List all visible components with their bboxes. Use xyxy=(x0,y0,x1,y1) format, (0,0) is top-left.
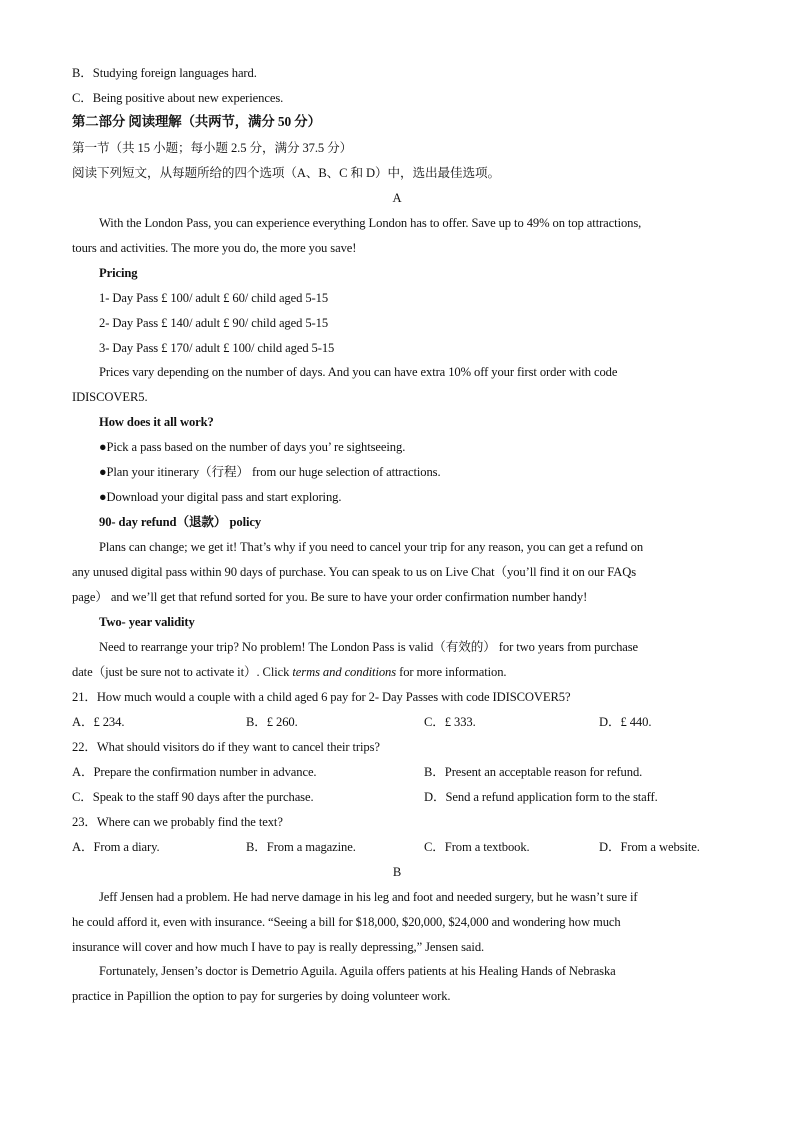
price-line-2: 2- Day Pass £ 140/ adult £ 90/ child aged 5-15 xyxy=(99,316,329,330)
passage-b-p2-line2: practice in Papillion the option to pay for surgeries by doing volunteer work. xyxy=(72,989,451,1003)
validity-line1: Need to rearrange your trip? No problem! The London Pass is valid（有效的） for two years from purchase xyxy=(99,640,639,654)
question-23: 23．Where can we probably find the text? xyxy=(72,815,283,829)
passage-b-label: B xyxy=(392,865,402,879)
q21-option-a: A．£ 234. xyxy=(72,715,125,729)
how-step-3: ●Download your digital pass and start exploring. xyxy=(99,490,342,504)
how-step-1: ●Pick a pass based on the number of days you’ re sightseeing. xyxy=(99,440,406,454)
validity-text-end: for more information. xyxy=(396,665,507,679)
q23-option-a: A．From a diary. xyxy=(72,840,160,854)
refund-line2: any unused digital pass within 90 days of purchase. You can speak to us on Live Chat（you’ll find it on our FAQs xyxy=(72,565,637,579)
section-subtitle: 第一节（共 15 小题；每小题 2.5 分，满分 37.5 分） xyxy=(72,141,353,155)
q22-option-c: C．Speak to the staff 90 days after the purchase. xyxy=(72,790,314,804)
q21-option-d: D．£ 440. xyxy=(599,715,652,729)
section-instruction: 阅读下列短文，从每题所给的四个选项（A、B、C 和 D）中，选出最佳选项。 xyxy=(72,166,500,180)
validity-line2 xyxy=(72,663,506,681)
refund-line1: Plans can change; we get it! That’s why if you need to cancel your trip for any reason, you can get a refund on xyxy=(99,540,644,554)
q22-option-b: B．Present an acceptable reason for refund. xyxy=(424,765,643,779)
passage-a-intro-line1: With the London Pass, you can experience everything London has to offer. Save up to 49% on top attractions, xyxy=(99,216,642,230)
q22-option-d: D．Send a refund application form to the staff. xyxy=(424,790,658,804)
q21-option-b: B．£ 260. xyxy=(246,715,298,729)
price-line-3: 3- Day Pass £ 170/ adult £ 100/ child aged 5-15 xyxy=(99,341,335,355)
passage-a-intro-line2: tours and activities. The more you do, the more you save! xyxy=(72,241,357,255)
how-it-works-heading: How does it all work? xyxy=(99,415,214,429)
validity-text-start: date（just be sure not to activate it）. Click xyxy=(72,665,293,679)
q23-option-d: D．From a website. xyxy=(599,840,700,854)
prices-note-line2: IDISCOVER5. xyxy=(72,390,148,404)
passage-b-p1-line1: Jeff Jensen had a problem. He had nerve damage in his leg and foot and needed surgery, but he wasn’t sure if xyxy=(99,890,638,904)
question-22: 22．What should visitors do if they want to cancel their trips? xyxy=(72,740,380,754)
q21-option-c: C．£ 333. xyxy=(424,715,476,729)
q23-option-c: C．From a textbook. xyxy=(424,840,530,854)
q23-option-b: B．From a magazine. xyxy=(246,840,356,854)
validity-heading: Two- year validity xyxy=(99,615,195,629)
refund-heading: 90- day refund（退款） policy xyxy=(99,515,262,529)
how-step-2: ●Plan your itinerary（行程） from our huge selection of attractions. xyxy=(99,465,441,479)
terms-link: terms and conditions xyxy=(292,665,397,679)
passage-b-p1-line2: he could afford it, even with insurance. “Seeing a bill for $18,000, $20,000, $24,000 and wondering how much xyxy=(72,915,621,929)
passage-a-label: A xyxy=(392,191,402,205)
passage-b-p1-line3: insurance will cover and how much I have to pay is really depressing,” Jensen said. xyxy=(72,940,485,954)
section-title: 第二部分 阅读理解（共两节，满分 50 分） xyxy=(72,114,321,129)
prices-note-line1: Prices vary depending on the number of days. And you can have extra 10% off your first order with code xyxy=(99,365,618,379)
prev-option-c: C．Being positive about new experiences. xyxy=(72,91,284,105)
refund-line3: page） and we’ll get that refund sorted for you. Be sure to have your order confirmation number handy! xyxy=(72,590,588,604)
pricing-heading: Pricing xyxy=(99,266,138,280)
question-21: 21．How much would a couple with a child aged 6 pay for 2- Day Passes with code IDISCOVER5? xyxy=(72,690,571,704)
q22-option-a: A．Prepare the confirmation number in advance. xyxy=(72,765,317,779)
price-line-1: 1- Day Pass £ 100/ adult £ 60/ child aged 5-15 xyxy=(99,291,329,305)
prev-option-b: B．Studying foreign languages hard. xyxy=(72,66,257,80)
passage-b-p2-line1: Fortunately, Jensen’s doctor is Demetrio Aguila. Aguila offers patients at his Healing Hands of Nebraska xyxy=(99,964,616,978)
